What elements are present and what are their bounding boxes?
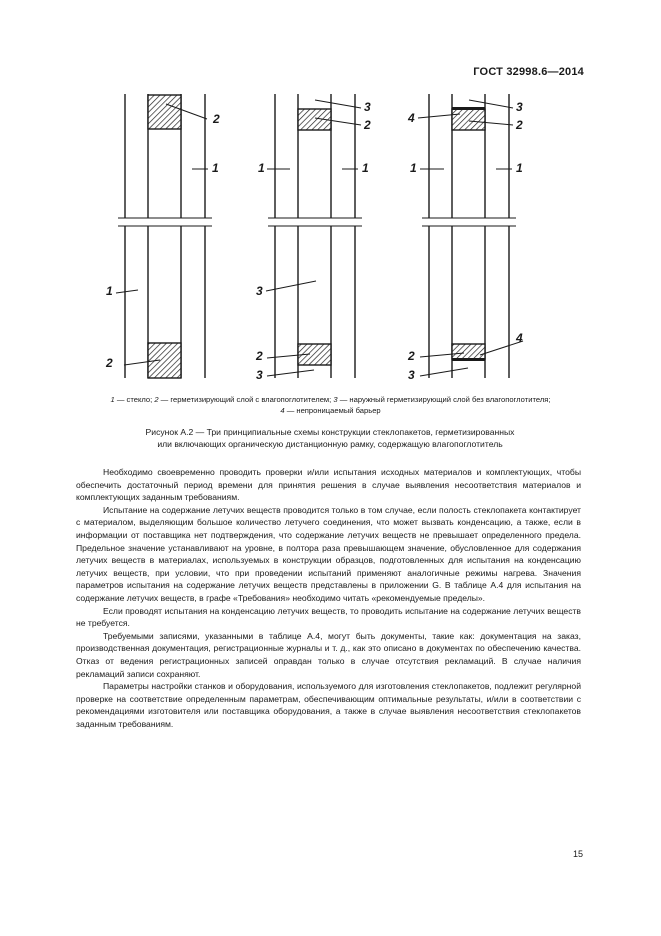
- legend-num-4: 4: [280, 406, 285, 415]
- caption-line-2: или включающих органическую дистанционную рамку, содержащую влагопоглотитель: [157, 438, 503, 449]
- d1-label-2-bottom: 2: [106, 356, 113, 370]
- legend-num-3: 3: [333, 395, 338, 404]
- d2-label-1-left: 1: [258, 161, 265, 175]
- figure-legend: [40, 394, 621, 416]
- legend-num-2: 2: [154, 395, 159, 404]
- d1-label-1-top: 1: [212, 161, 219, 175]
- legend-text-2: — герметизирующий слой с влагопоглотителем;: [158, 395, 334, 404]
- d3-label-4-top: 4: [408, 111, 415, 125]
- glazing-unit-diagrams: [0, 0, 661, 400]
- paragraph: Параметры настройки станков и оборудования, используемого для изготовления стеклопакетов, подлежит регулярной проверке на соответствие определенным параметрам, обеспечивающим оптимальные результаты, и/или в соответствии с рекомендациями изготовителя или поставщика оборудования, а также в случае выявления несоответствия стеклопакетов заданным требованиям.: [76, 681, 581, 729]
- d3-label-4-bottom: 4: [516, 331, 523, 345]
- diagram-3: [418, 94, 523, 378]
- diagram-1: [116, 94, 212, 378]
- d3-bottom-barrier: [452, 358, 485, 361]
- d3-label-3-top: 3: [516, 100, 523, 114]
- d3-top-barrier: [452, 107, 485, 110]
- d3-top-sealant: [452, 109, 485, 130]
- d2-label-3-middle: 3: [256, 284, 263, 298]
- paragraph: Необходимо своевременно проводить проверки и/или испытания исходных материалов и комплектующих, чтобы обеспечить достаточный период времени для принятия решения в случае выявления несоответствия материалов и комплектующих заданным требованиям.: [76, 467, 581, 503]
- d2-label-2-top: 2: [364, 118, 371, 132]
- legend-text-3: — наружный герметизирующий слой без влагопоглотителя;: [337, 395, 551, 404]
- body-text: [76, 466, 581, 730]
- d2-label-3-top: 3: [364, 100, 371, 114]
- d3-label-1-left: 1: [410, 161, 417, 175]
- legend-num-1: 1: [110, 395, 115, 404]
- d1-label-1-bottom: 1: [106, 284, 113, 298]
- d3-label-1-right: 1: [516, 161, 523, 175]
- d3-label-3-bottom: 3: [408, 368, 415, 382]
- d3-label-2-bottom: 2: [408, 349, 415, 363]
- d3-label-2-top: 2: [516, 118, 523, 132]
- paragraph: Испытание на содержание летучих веществ проводится только в том случае, если полость стеклопакета контактирует с материалом, выделяющим большое количество летучего соединения, что может вызвать конденсацию, а также, если в информации от поставщика нет подтверждения, что содержание летучих веществ не превышает определенного предела. Предельное значение устанавливают на уровне, в полтора раза превышающем значение, обусловленное для содержания летучих веществ в материалах, используемых в конструкции образцов, подготовленных для испытания на конденсацию летучих веществ, при условии, что при проведении испытаний применяют аналогичные режимы нагрева. Значения параметров испытания на содержание летучих веществ представлены в приложении G. В таблице А.4 для испытания на содержание летучих веществ, в графе «Требования» необходимо читать «рекомендуемые пределы».: [76, 504, 581, 603]
- caption-line-1: Рисунок А.2 — Три принципиальные схемы конструкции стеклопакетов, герметизированных: [145, 427, 515, 437]
- figure-caption: [80, 427, 580, 450]
- standard-code-header: ГОСТ 32998.6—2014: [473, 66, 584, 78]
- legend-text-1: — стекло;: [114, 395, 155, 404]
- d3-bottom-sealant: [452, 344, 485, 359]
- paragraph: Требуемыми записями, указанными в таблице А.4, могут быть документы, такие как: документация на заказ, производственная документация, регистрационные журналы и т. д., как это описано в документах по обеспечению качества. Отказ от ведения регистрационных записей оправдан только в случае отсутствия рекламаций. В случае наличия рекламаций записи сохраняют.: [76, 630, 581, 679]
- d2-label-3-bottom: 3: [256, 368, 263, 382]
- d1-top-sealant: [148, 95, 181, 129]
- page-number: 15: [573, 849, 584, 859]
- d1-label-2-top: 2: [213, 112, 220, 126]
- paragraph: Если проводят испытания на конденсацию летучих веществ, то проводить испытание на содержание летучих веществ не требуется.: [76, 605, 581, 629]
- diagram-2: [266, 94, 362, 378]
- legend-text-4: — непроницаемый барьер: [284, 406, 381, 415]
- d2-label-1-right: 1: [362, 161, 369, 175]
- d2-label-2-bottom: 2: [256, 349, 263, 363]
